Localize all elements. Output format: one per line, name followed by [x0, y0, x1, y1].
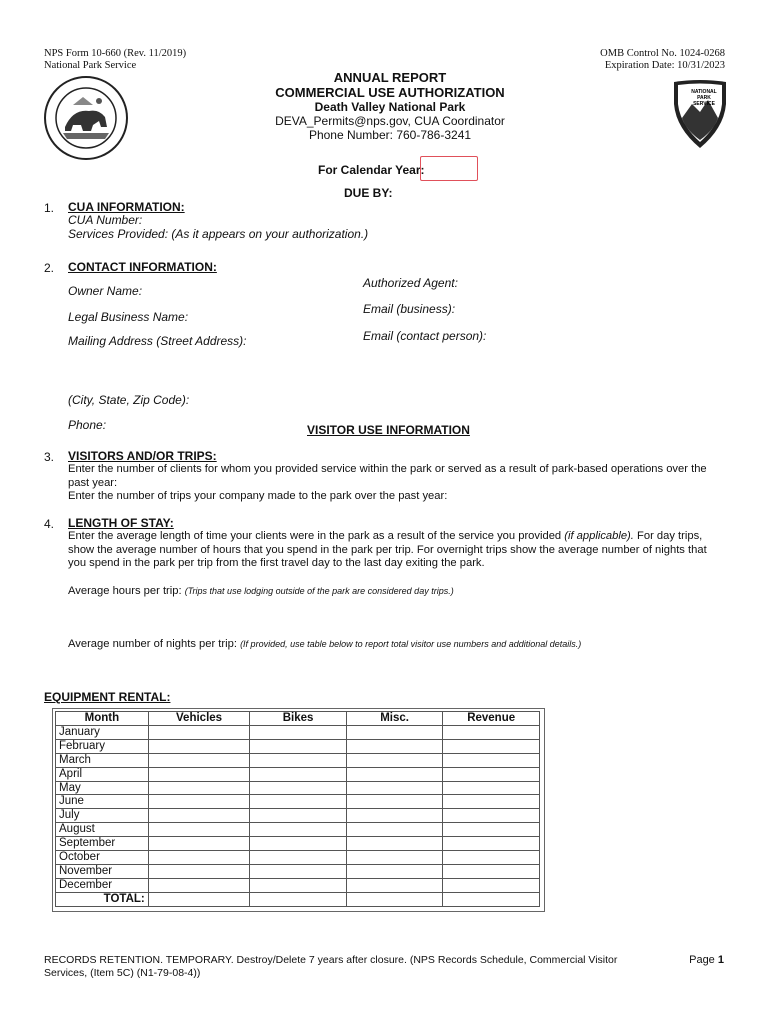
month-cell: June — [56, 795, 149, 809]
city-state-zip-label: (City, State, Zip Code): — [68, 393, 190, 407]
month-cell: July — [56, 809, 149, 823]
section-1-number: 1. — [44, 201, 55, 215]
vehicles-cell[interactable] — [148, 864, 250, 878]
section-4-title: LENGTH OF STAY: — [68, 516, 174, 530]
svg-text:PARK: PARK — [697, 95, 711, 101]
page-indicator — [689, 954, 724, 966]
misc-cell[interactable] — [346, 864, 442, 878]
bikes-cell[interactable] — [250, 823, 347, 837]
misc-cell[interactable] — [346, 753, 442, 767]
section-2-title: CONTACT INFORMATION: — [68, 260, 217, 274]
revenue-cell[interactable] — [443, 837, 540, 851]
misc-cell[interactable] — [346, 725, 442, 739]
section-4-number: 4. — [44, 517, 55, 531]
misc-cell[interactable] — [346, 878, 442, 892]
table-row — [56, 851, 540, 865]
column-header-month: Month — [56, 712, 149, 726]
bikes-cell[interactable] — [250, 739, 347, 753]
misc-cell[interactable] — [346, 739, 442, 753]
contact-email: DEVA_Permits@nps.gov, CUA Coordinator — [275, 114, 505, 128]
month-cell: February — [56, 739, 149, 753]
table-row — [56, 823, 540, 837]
authorized-agent-label: Authorized Agent: — [363, 276, 458, 290]
table-row — [56, 837, 540, 851]
bikes-cell[interactable] — [250, 864, 347, 878]
revenue-cell[interactable] — [443, 753, 540, 767]
phone-label: Phone: — [68, 418, 107, 432]
total-label: TOTAL: — [56, 892, 149, 906]
misc-cell[interactable] — [346, 795, 442, 809]
table-header-row — [56, 712, 540, 726]
vehicles-cell[interactable] — [148, 739, 250, 753]
vehicles-cell[interactable] — [148, 823, 250, 837]
month-cell: January — [56, 725, 149, 739]
month-cell: April — [56, 767, 149, 781]
month-cell: November — [56, 864, 149, 878]
misc-cell[interactable] — [346, 823, 442, 837]
month-cell: August — [56, 823, 149, 837]
table-row — [56, 767, 540, 781]
table-row — [56, 781, 540, 795]
revenue-cell[interactable] — [443, 739, 540, 753]
bikes-cell[interactable] — [250, 767, 347, 781]
month-cell: October — [56, 851, 149, 865]
revenue-cell[interactable] — [443, 823, 540, 837]
month-cell: March — [56, 753, 149, 767]
average-nights-row — [68, 638, 581, 650]
month-cell: December — [56, 878, 149, 892]
revenue-cell[interactable] — [443, 809, 540, 823]
svg-text:NATIONAL: NATIONAL — [691, 89, 717, 95]
revenue-cell[interactable] — [443, 851, 540, 865]
bikes-cell[interactable] — [250, 837, 347, 851]
email-contact-label: Email (contact person): — [363, 329, 487, 343]
revenue-cell[interactable] — [443, 781, 540, 795]
revenue-cell[interactable] — [443, 864, 540, 878]
month-cell: May — [56, 781, 149, 795]
column-header-misc: Misc. — [346, 712, 442, 726]
vehicles-cell[interactable] — [148, 781, 250, 795]
cua-number-label: CUA Number: — [68, 213, 143, 227]
vehicles-cell[interactable] — [148, 809, 250, 823]
misc-cell[interactable] — [346, 837, 442, 851]
table-row — [56, 725, 540, 739]
owner-name-label: Owner Name: — [68, 284, 143, 298]
bikes-cell[interactable] — [250, 809, 347, 823]
revenue-cell[interactable] — [443, 725, 540, 739]
table-row — [56, 753, 540, 767]
expiration-date: Expiration Date: 10/31/2023 — [604, 60, 725, 71]
doi-seal-logo — [43, 75, 129, 161]
column-header-revenue: Revenue — [443, 712, 540, 726]
form-number: NPS Form 10-660 (Rev. 11/2019) — [44, 48, 187, 59]
clients-count-text: Enter the number of clients for whom you provided service within the park or served as a result of park-based operations over the past year: — [68, 463, 707, 489]
records-retention-text: RECORDS RETENTION. TEMPORARY. Destroy/Delete 7 years after closure. (NPS Records Schedule, Commercial Visitor Services, (Item 5C) (N1-79-08-4)) — [44, 954, 618, 979]
section-2-number: 2. — [44, 261, 55, 275]
report-title: ANNUAL REPORT — [333, 70, 447, 85]
equipment-rental-table — [55, 711, 540, 907]
services-provided-label: Services Provided: (As it appears on your authorization.) — [68, 227, 369, 241]
misc-cell[interactable] — [346, 851, 442, 865]
month-cell: September — [56, 837, 149, 851]
column-header-vehicles: Vehicles — [148, 712, 250, 726]
bikes-cell[interactable] — [250, 851, 347, 865]
misc-total-cell[interactable] — [346, 892, 442, 906]
bikes-cell[interactable] — [250, 753, 347, 767]
section-1-title: CUA INFORMATION: — [68, 200, 185, 214]
vehicles-cell[interactable] — [148, 767, 250, 781]
revenue-total-cell[interactable] — [443, 892, 540, 906]
bikes-cell[interactable] — [250, 878, 347, 892]
average-nights-label: Average number of nights per trip: — [68, 638, 237, 650]
revenue-cell[interactable] — [443, 878, 540, 892]
table-row — [56, 878, 540, 892]
page-label: Page — [689, 954, 715, 966]
misc-cell[interactable] — [346, 781, 442, 795]
bikes-cell[interactable] — [250, 725, 347, 739]
calendar-year-field[interactable] — [420, 156, 478, 181]
omb-control: OMB Control No. 1024-0268 — [600, 48, 725, 59]
nps-arrowhead-logo — [670, 78, 730, 150]
bikes-cell[interactable] — [250, 795, 347, 809]
vehicles-cell[interactable] — [148, 753, 250, 767]
table-row — [56, 739, 540, 753]
bikes-cell[interactable] — [250, 781, 347, 795]
park-name: Death Valley National Park — [314, 100, 466, 114]
vehicles-cell[interactable] — [148, 725, 250, 739]
calendar-year-label: For Calendar Year: — [318, 163, 425, 177]
length-of-stay-text: Enter the average length of time your clients were in the park as a result of the service you provided (if applicable). For day trips, show the average number of hours that you spend in the park per trip. For overnight trips show the average number of nights that you spend in the park per trip from the first travel day to the last day exiting the park. — [68, 530, 707, 569]
equipment-rental-heading: EQUIPMENT RENTAL: — [44, 690, 171, 704]
trips-count-text: Enter the number of trips your company made to the park over the past year: — [68, 490, 448, 502]
table-row — [56, 809, 540, 823]
report-subtitle: COMMERCIAL USE AUTHORIZATION — [275, 85, 505, 100]
revenue-cell[interactable] — [443, 795, 540, 809]
misc-cell[interactable] — [346, 809, 442, 823]
average-hours-row — [68, 585, 454, 597]
table-row — [56, 795, 540, 809]
column-header-bikes: Bikes — [250, 712, 347, 726]
revenue-cell[interactable] — [443, 767, 540, 781]
total-row — [56, 892, 540, 906]
vehicles-cell[interactable] — [148, 795, 250, 809]
bikes-total-cell[interactable] — [250, 892, 347, 906]
misc-cell[interactable] — [346, 767, 442, 781]
table-row — [56, 864, 540, 878]
page-number: 1 — [717, 954, 724, 966]
legal-business-name-label: Legal Business Name: — [68, 310, 189, 324]
average-hours-note: (Trips that use lodging outside of the park are considered day trips.) — [184, 586, 454, 596]
svg-text:SERVICE: SERVICE — [693, 101, 715, 107]
vehicles-total-cell[interactable] — [148, 892, 250, 906]
average-hours-label: Average hours per trip: — [68, 585, 182, 597]
mailing-address-label: Mailing Address (Street Address): — [68, 334, 247, 348]
vehicles-cell[interactable] — [148, 851, 250, 865]
average-nights-note: (If provided, use table below to report total visitor use numbers and additional details.) — [240, 639, 582, 649]
email-business-label: Email (business): — [363, 302, 456, 316]
vehicles-cell[interactable] — [148, 837, 250, 851]
agency-name: National Park Service — [44, 60, 137, 71]
visitor-use-heading: VISITOR USE INFORMATION — [307, 423, 470, 437]
section-3-number: 3. — [44, 450, 55, 464]
contact-phone: Phone Number: 760-786-3241 — [308, 128, 472, 142]
vehicles-cell[interactable] — [148, 878, 250, 892]
section-3-title: VISITORS AND/OR TRIPS: — [68, 449, 217, 463]
due-by-label: DUE BY: — [344, 186, 393, 200]
